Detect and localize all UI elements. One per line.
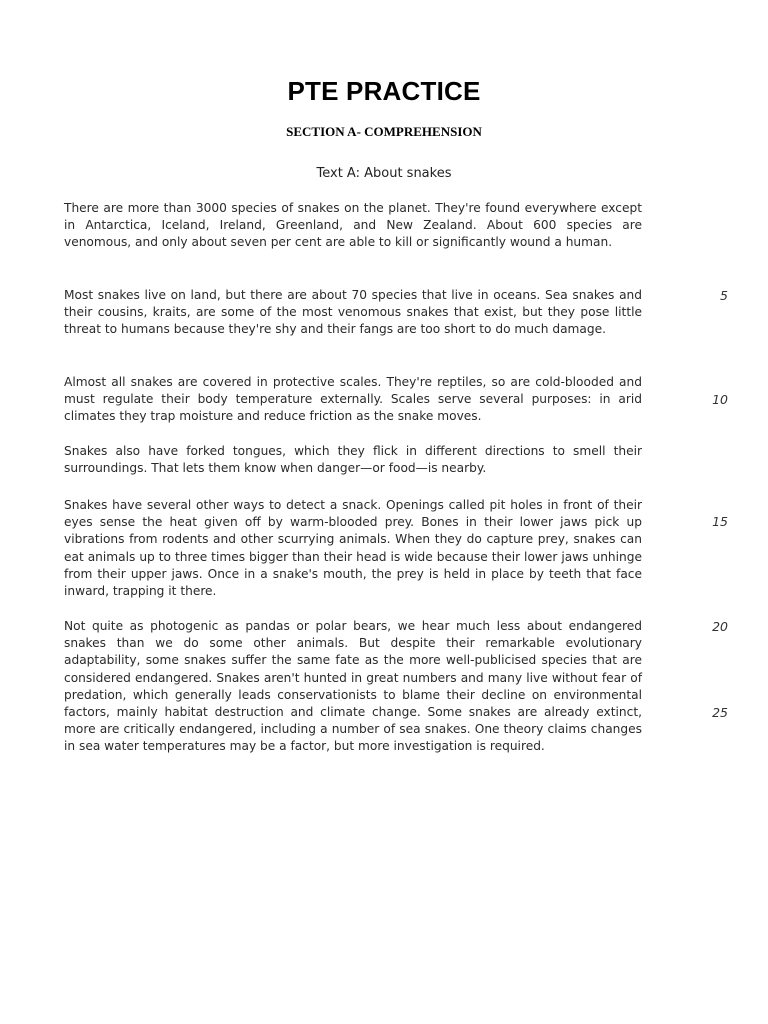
paragraph: Most snakes live on land, but there are about 70 species that live in oceans. Sea snakes and their cousins, kraits, are some of the most venomous snakes that exist, but they pose little threat to humans because they're shy and their fangs are too short to do much damage. xyxy=(64,288,642,337)
text-title: Text A: About snakes xyxy=(316,166,452,181)
paragraph: Almost all snakes are covered in protective scales. They're reptiles, so are cold-blooded and must regulate their body temperature externally. Scales serve several purposes: in arid climates they trap moisture and reduce friction as the snake moves. xyxy=(64,375,642,424)
paragraph: There are more than 3000 species of snakes on the planet. They're found everywhere except in Antarctica, Iceland, Ireland, Greenland, and New Zealand. About 600 species are venomous, and only about seven per cent are able to kill or significantly wound a human. xyxy=(64,201,642,250)
line-number: 5 xyxy=(720,288,728,303)
paragraph: Snakes also have forked tongues, which they flick in different directions to smell their surroundings. That lets them know when danger—or food—is nearby. xyxy=(64,444,642,476)
line-number: 25 xyxy=(712,705,728,720)
paragraph: Not quite as photogenic as pandas or polar bears, we hear much less about endangered snakes than we do some other animals. But despite their remarkable evolutionary adaptability, some snakes suffer the same fate as the more well-publicised species that are considered endangered. Snakes aren't hunted in great numbers and many live without fear of predation, which generally leads conservationists to blame their decline on environmental factors, mainly habitat destruction and climate change. Some snakes are already extinct, more are critically endangered, including a number of sea snakes. One theory claims changes in sea water temperatures may be a factor, but more investigation is required. xyxy=(64,619,642,754)
paragraph: Snakes have several other ways to detect a snack. Openings called pit holes in front of their eyes sense the heat given off by warm-blooded prey. Bones in their lower jaws pick up vibrations from rodents and other scurrying animals. When they do capture prey, snakes can eat animals up to three times bigger than their head is wide because their lower jaws unhinge from their upper jaws. Once in a snake's mouth, the prey is held in place by teeth that face inward, trapping it there. xyxy=(64,498,642,599)
section-heading: SECTION A- COMPREHENSION xyxy=(286,124,482,139)
line-number: 20 xyxy=(712,619,728,634)
page-title: PTE PRACTICE xyxy=(287,76,481,106)
line-number: 15 xyxy=(712,514,728,529)
line-number: 10 xyxy=(712,392,728,407)
